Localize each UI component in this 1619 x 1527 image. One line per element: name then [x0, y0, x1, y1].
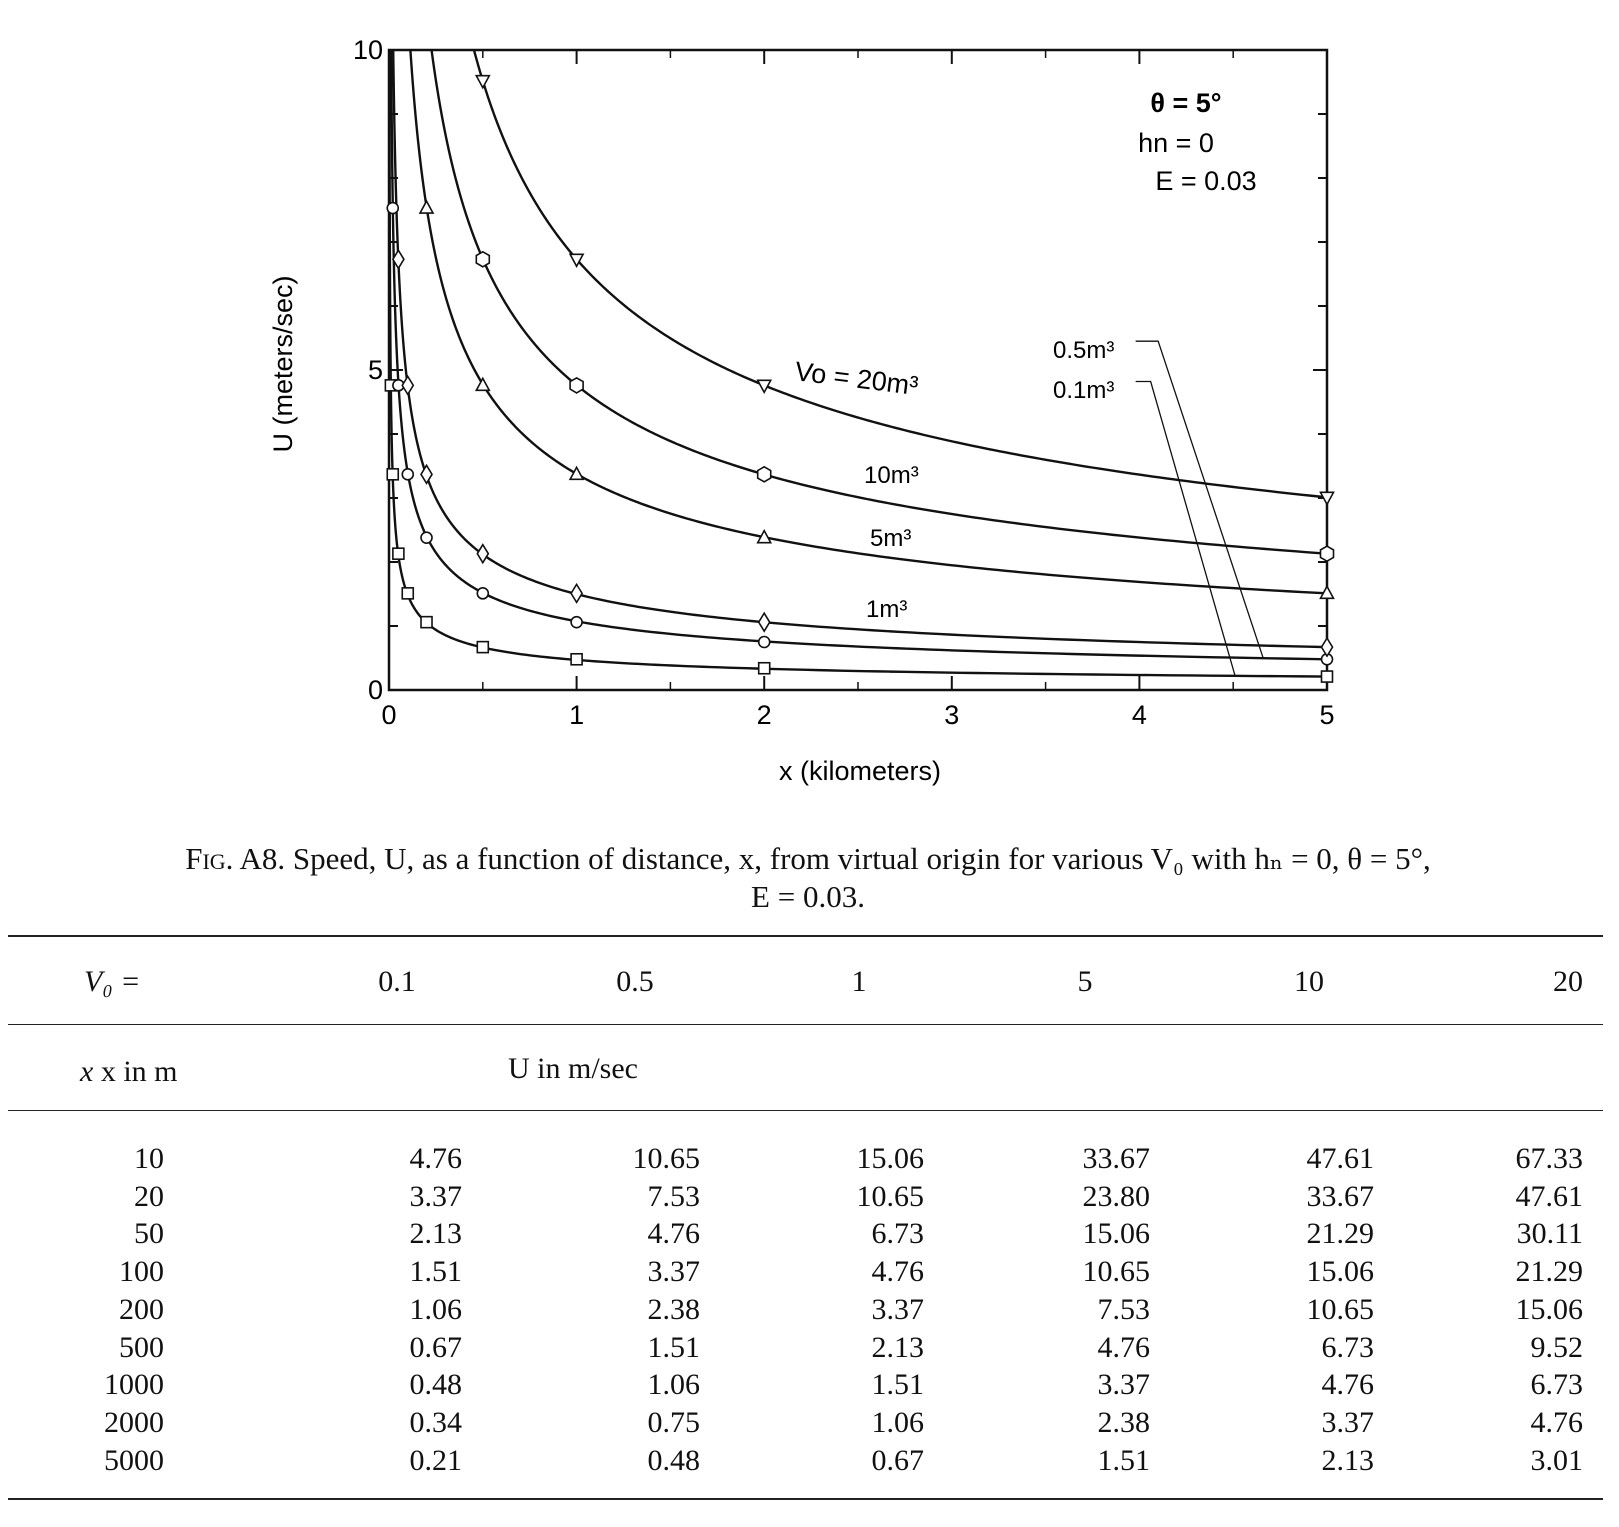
table-cell: 3.37 [1097, 1368, 1150, 1402]
x-tick-label: 5 [1319, 700, 1335, 730]
table-cell: 47.61 [1306, 1142, 1374, 1175]
table-cell: 15.06 [856, 1142, 924, 1175]
table-cell: 1.51 [871, 1368, 924, 1402]
data-point-circle [402, 469, 413, 480]
column-header: 10 [1294, 965, 1324, 998]
x-tick-label: 1 [569, 700, 585, 730]
table-cell: 4.76 [647, 1217, 700, 1251]
row-x-value: 200 [119, 1292, 164, 1326]
data-point-hexagon [476, 252, 489, 267]
series-label-5: 5m³ [870, 525, 912, 552]
table-cell: 0.75 [647, 1405, 700, 1439]
data-point-circle [571, 617, 582, 628]
caption-figure-number: Fig. A8. [185, 841, 286, 876]
y-axis-label: U (meters/sec) [268, 275, 298, 453]
table-bottom-rule [8, 1498, 1603, 1500]
data-point-diamond [402, 376, 413, 394]
data-point-circle [477, 588, 488, 599]
series-label-20: Vo = 20m³ [793, 356, 920, 402]
table-cell: 6.73 [871, 1217, 924, 1251]
leader-line-05 [1136, 341, 1264, 658]
data-point-triangle-up [570, 467, 583, 479]
table-cell: 15.06 [1306, 1255, 1374, 1289]
row-x-value: 50 [134, 1217, 164, 1251]
column-header: 1 [851, 965, 867, 998]
data-point-triangle-up [476, 378, 489, 390]
table-cell: 4.76 [1321, 1368, 1374, 1402]
table-cell: 15.06 [1515, 1292, 1583, 1326]
table-cell: 0.34 [409, 1405, 462, 1439]
x-axis-label: x (kilometers) [778, 756, 942, 786]
table-mid-rule-1 [8, 1024, 1603, 1025]
table-cell: 1.51 [647, 1330, 700, 1364]
param-e: E = 0.03 [1155, 166, 1257, 196]
table-cell: 2.38 [647, 1292, 700, 1326]
table-cell: 10.65 [632, 1142, 700, 1175]
table-cell: 1.06 [871, 1405, 924, 1439]
row-x-value: 500 [119, 1330, 164, 1364]
table-cell: 7.53 [647, 1179, 700, 1213]
x-tick-label: 0 [381, 700, 397, 730]
v0-header: V₀ = [84, 965, 141, 998]
column-header: 5 [1077, 965, 1093, 998]
table-cell: 33.67 [1082, 1142, 1150, 1175]
table-cell: 0.67 [871, 1443, 924, 1477]
table-cell: 3.01 [1530, 1443, 1583, 1477]
table-cell: 23.80 [1082, 1179, 1150, 1213]
table-cell: 2.13 [409, 1217, 462, 1251]
table-cell: 15.06 [1082, 1217, 1150, 1251]
table-cell: 1.51 [1097, 1443, 1150, 1477]
table-top-rule [8, 935, 1603, 937]
data-point-circle [759, 637, 770, 648]
caption-text-2: E = 0.03. [751, 879, 865, 914]
row-x-value: 5000 [104, 1443, 164, 1477]
table-cell: 7.53 [1097, 1292, 1150, 1326]
table-cell: 21.29 [1306, 1217, 1374, 1251]
figure-caption [8, 840, 1608, 916]
table-cell: 1.51 [409, 1255, 462, 1289]
table-cell: 67.33 [1515, 1142, 1583, 1175]
table-cell: 1.06 [647, 1368, 700, 1402]
table-cell: 3.37 [1321, 1405, 1374, 1439]
data-point-square [571, 654, 582, 665]
x-header: x x in m [80, 1055, 178, 1088]
data-point-diamond [759, 613, 770, 631]
param-hn: hn = 0 [1138, 128, 1214, 158]
table-cell: 2.38 [1097, 1405, 1150, 1439]
table-cell: 0.48 [409, 1368, 462, 1402]
x-tick-label: 2 [756, 700, 772, 730]
series-label-1: 1m³ [866, 596, 908, 623]
table-cell: 6.73 [1321, 1330, 1374, 1364]
table-cell: 0.21 [409, 1443, 462, 1477]
table-cell: 21.29 [1515, 1255, 1583, 1289]
x-tick-label: 3 [944, 700, 960, 730]
row-x-value: 100 [119, 1255, 164, 1289]
param-theta: θ = 5° [1150, 88, 1222, 118]
table-cell: 10.65 [1082, 1255, 1150, 1289]
data-point-triangle-down [476, 76, 489, 88]
column-header: 0.5 [616, 965, 654, 998]
table-cell: 0.67 [409, 1330, 462, 1364]
row-x-value: 10 [134, 1142, 164, 1175]
data-point-square [1322, 671, 1333, 682]
row-x-value: 1000 [104, 1368, 164, 1402]
table-cell: 10.65 [1306, 1292, 1374, 1326]
table-cell: 33.67 [1306, 1179, 1374, 1213]
data-point-diamond [421, 465, 432, 483]
data-point-square [387, 469, 398, 480]
table-cell: 0.48 [647, 1443, 700, 1477]
table-cell: 4.76 [409, 1142, 462, 1175]
table-cell: 4.76 [871, 1255, 924, 1289]
y-tick-label: 10 [352, 35, 383, 65]
row-x-value: 2000 [104, 1405, 164, 1439]
series-label-10: 10m³ [864, 462, 919, 489]
table-cell: 2.13 [871, 1330, 924, 1364]
data-point-square [402, 588, 413, 599]
table-cell: 3.37 [647, 1255, 700, 1289]
table-cell: 30.11 [1516, 1217, 1583, 1251]
data-point-square [393, 548, 404, 559]
y-tick-label: 5 [367, 355, 383, 385]
data-point-square [421, 617, 432, 628]
table-cell: 4.76 [1097, 1330, 1150, 1364]
data-point-square [477, 642, 488, 653]
data-point-diamond [571, 584, 582, 602]
data-point-hexagon [758, 467, 771, 482]
column-header: 0.1 [378, 965, 416, 998]
data-point-hexagon [570, 378, 583, 393]
data-point-circle [387, 203, 398, 214]
series-line [453, 0, 1327, 497]
table-cell: 47.61 [1515, 1179, 1583, 1213]
table-cell: 3.37 [871, 1292, 924, 1326]
table-cell: 9.52 [1530, 1330, 1583, 1364]
table-cell: 3.37 [409, 1179, 462, 1213]
table-cell: 10.65 [856, 1179, 924, 1213]
table-cell: 4.76 [1530, 1405, 1583, 1439]
x-header-text: x in m [100, 1055, 178, 1088]
column-header: 20 [1553, 965, 1583, 998]
data-point-triangle-up [420, 201, 433, 213]
unit-header: U in m/sec [508, 1052, 638, 1085]
row-x-value: 20 [134, 1179, 164, 1213]
data-point-diamond [1322, 638, 1333, 656]
data-point-square [759, 663, 770, 674]
x-tick-label: 4 [1131, 700, 1147, 730]
table-cell: 1.06 [409, 1292, 462, 1326]
table-mid-rule-2 [8, 1110, 1603, 1111]
table-cell: 2.13 [1321, 1443, 1374, 1477]
series-label-05: 0.5m³ [1053, 337, 1115, 364]
data-point-circle [421, 532, 432, 543]
series-label-01: 0.1m³ [1053, 377, 1115, 404]
caption-text: Speed, U, as a function of distance, x, from virtual origin for various V₀ with hₙ = 0, θ = 5°, [292, 841, 1431, 876]
data-point-diamond [477, 545, 488, 563]
table-cell: 6.73 [1530, 1368, 1583, 1402]
y-tick-label: 0 [367, 675, 383, 705]
data-point-hexagon [1321, 546, 1334, 561]
